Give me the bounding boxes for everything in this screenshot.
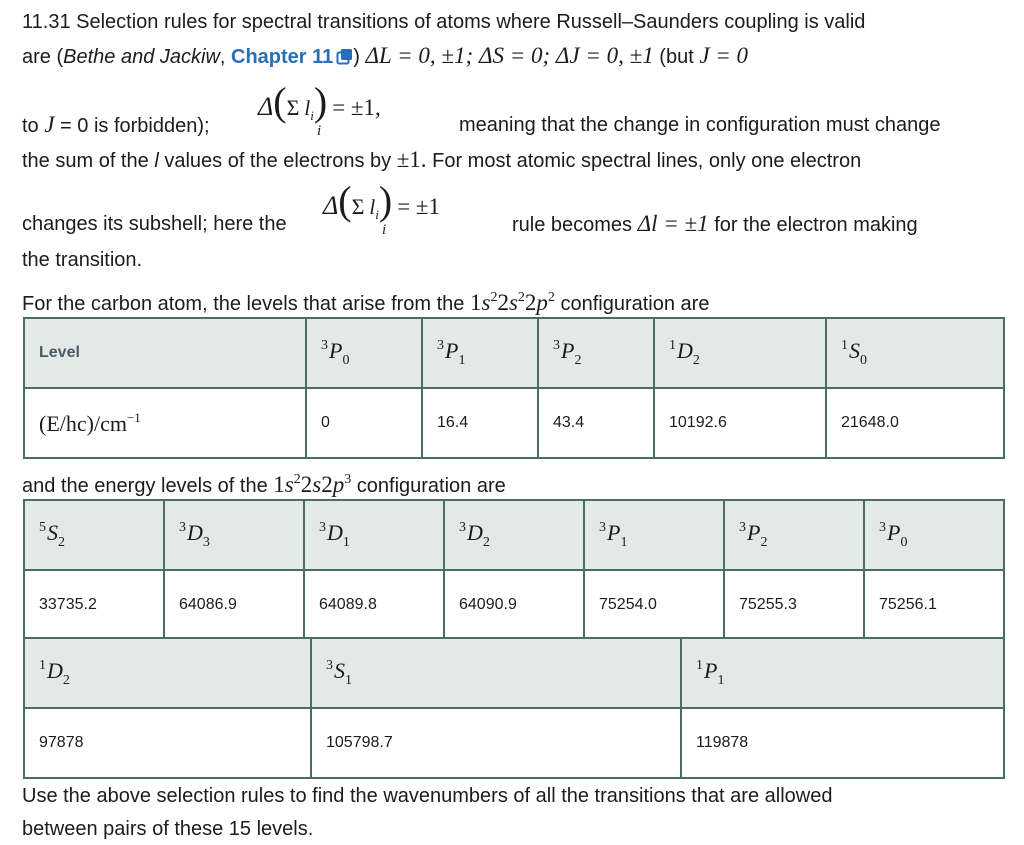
value-cell: 43.4 — [538, 388, 654, 458]
table-row — [24, 500, 1004, 570]
dl-rule-formula: Δl = ±1 — [637, 211, 709, 236]
value-cell: 64090.9 — [444, 570, 584, 640]
sum-rule-formula-2: Δ(Σ $l_i$) i = ±1 — [323, 178, 441, 238]
text-sum-b: values of the electrons by — [164, 150, 392, 172]
value-cell: 33735.2 — [24, 570, 164, 640]
value-cell: 75256.1 — [864, 570, 1004, 640]
term-cell: $^3P_1$ — [422, 318, 538, 388]
value-cell: 75254.0 — [584, 570, 724, 640]
value-cell: 119878 — [681, 708, 1004, 778]
energy-label: $(E/hc)/cm^{-1}$ — [24, 388, 306, 458]
term-cell: $^3P_2$ — [724, 500, 864, 570]
text-carbon-outro: configuration are — [560, 293, 710, 315]
changes-text: changes its subshell; here the — [22, 213, 287, 235]
value-cell: 97878 — [24, 708, 311, 778]
forbidden-line: to J = 0 is forbidden); — [22, 112, 210, 137]
table-row — [24, 638, 1004, 708]
rules-line — [22, 43, 748, 70]
text-and: and the energy levels of the — [22, 475, 268, 497]
closing-line-2: between pairs of these 15 levels. — [22, 818, 314, 840]
ground-levels-table — [23, 317, 1005, 459]
rule-becomes-line — [512, 211, 918, 238]
j-zero-formula: J = 0 — [699, 43, 749, 68]
transition-text: the transition. — [22, 249, 143, 271]
level-header: Level — [24, 318, 306, 388]
pm-one: ±1. — [396, 147, 427, 172]
term-cell: $^3D_3$ — [164, 500, 304, 570]
excited-configuration: $1s^22s2p^3$ — [273, 472, 352, 497]
text-config-outro: configuration are — [356, 475, 506, 497]
term-cell: $^3S_1$ — [311, 638, 681, 708]
problem-number: 11.31 — [22, 11, 71, 33]
sum-line — [22, 147, 861, 174]
closing-line-1: Use the above selection rules to find the wavenumbers of all the transitions that are allowed — [22, 785, 833, 807]
ground-configuration: $1s^22s^22p^2$ — [470, 290, 555, 315]
text-separator: , — [219, 46, 232, 68]
sum-rhs-2: = ±1 — [397, 194, 441, 219]
term-cell: $^1D_2$ — [654, 318, 826, 388]
text-forbidden: = 0 is forbidden); — [60, 115, 210, 137]
text-for-electron: for the electron making — [714, 214, 918, 236]
value-cell: 10192.6 — [654, 388, 826, 458]
term-cell: $^1P_1$ — [681, 638, 1004, 708]
value-cell: 16.4 — [422, 388, 538, 458]
value-cell: 21648.0 — [826, 388, 1004, 458]
value-cell: 64089.8 — [304, 570, 444, 640]
l-letter: l — [154, 150, 159, 172]
value-cell: 105798.7 — [311, 708, 681, 778]
value-cell: 64086.9 — [164, 570, 304, 640]
text-rule-becomes: rule becomes — [512, 214, 633, 236]
excited-levels-table-2 — [23, 637, 1005, 779]
sum-rhs-1: = ±1, — [332, 95, 381, 120]
table-row — [24, 570, 1004, 640]
table-row — [24, 318, 1004, 388]
excited-intro-line — [22, 467, 506, 499]
meaning-text: meaning that the change in configuration must change — [459, 114, 941, 136]
term-cell: $^3P_2$ — [538, 318, 654, 388]
reference-authors: Bethe and Jackiw — [63, 46, 220, 68]
intro-text: Selection rules for spectral transitions of atoms where Russell–Saunders coupling is valid — [76, 11, 866, 33]
term-cell: $^3P_1$ — [584, 500, 724, 570]
value-cell: 0 — [306, 388, 422, 458]
excited-levels-table — [23, 499, 1005, 641]
text-to: to — [22, 115, 39, 137]
table-row — [24, 708, 1004, 778]
sum-rule-formula-1: Δ(Σ $l_i$) i = ±1, — [258, 79, 381, 139]
text-are: are ( — [22, 46, 64, 68]
selection-rule-formula: ΔL = 0, ±1; ΔS = 0; ΔJ = 0, ±1 — [365, 43, 654, 68]
text-close-paren: ) — [353, 46, 360, 68]
table-row — [24, 388, 1004, 458]
chapter-link[interactable]: Chapter 11 — [231, 46, 334, 68]
text-carbon-intro: For the carbon atom, the levels that arise from the — [22, 293, 465, 315]
text-sum-a: the sum of the — [22, 150, 149, 172]
value-cell: 75255.3 — [724, 570, 864, 640]
term-cell: $^3D_1$ — [304, 500, 444, 570]
intro-line — [22, 9, 865, 35]
term-cell: $^5S_2$ — [24, 500, 164, 570]
term-cell: $^3P_0$ — [864, 500, 1004, 570]
term-cell: $^1S_0$ — [826, 318, 1004, 388]
term-cell: $^1D_2$ — [24, 638, 311, 708]
term-cell: $^3D_2$ — [444, 500, 584, 570]
text-sum-c: For most atomic spectral lines, only one electron — [432, 150, 862, 172]
text-but: (but — [659, 46, 694, 68]
carbon-intro-line — [22, 285, 709, 317]
term-cell: $^3P_0$ — [306, 318, 422, 388]
external-link-icon[interactable] — [336, 48, 353, 65]
